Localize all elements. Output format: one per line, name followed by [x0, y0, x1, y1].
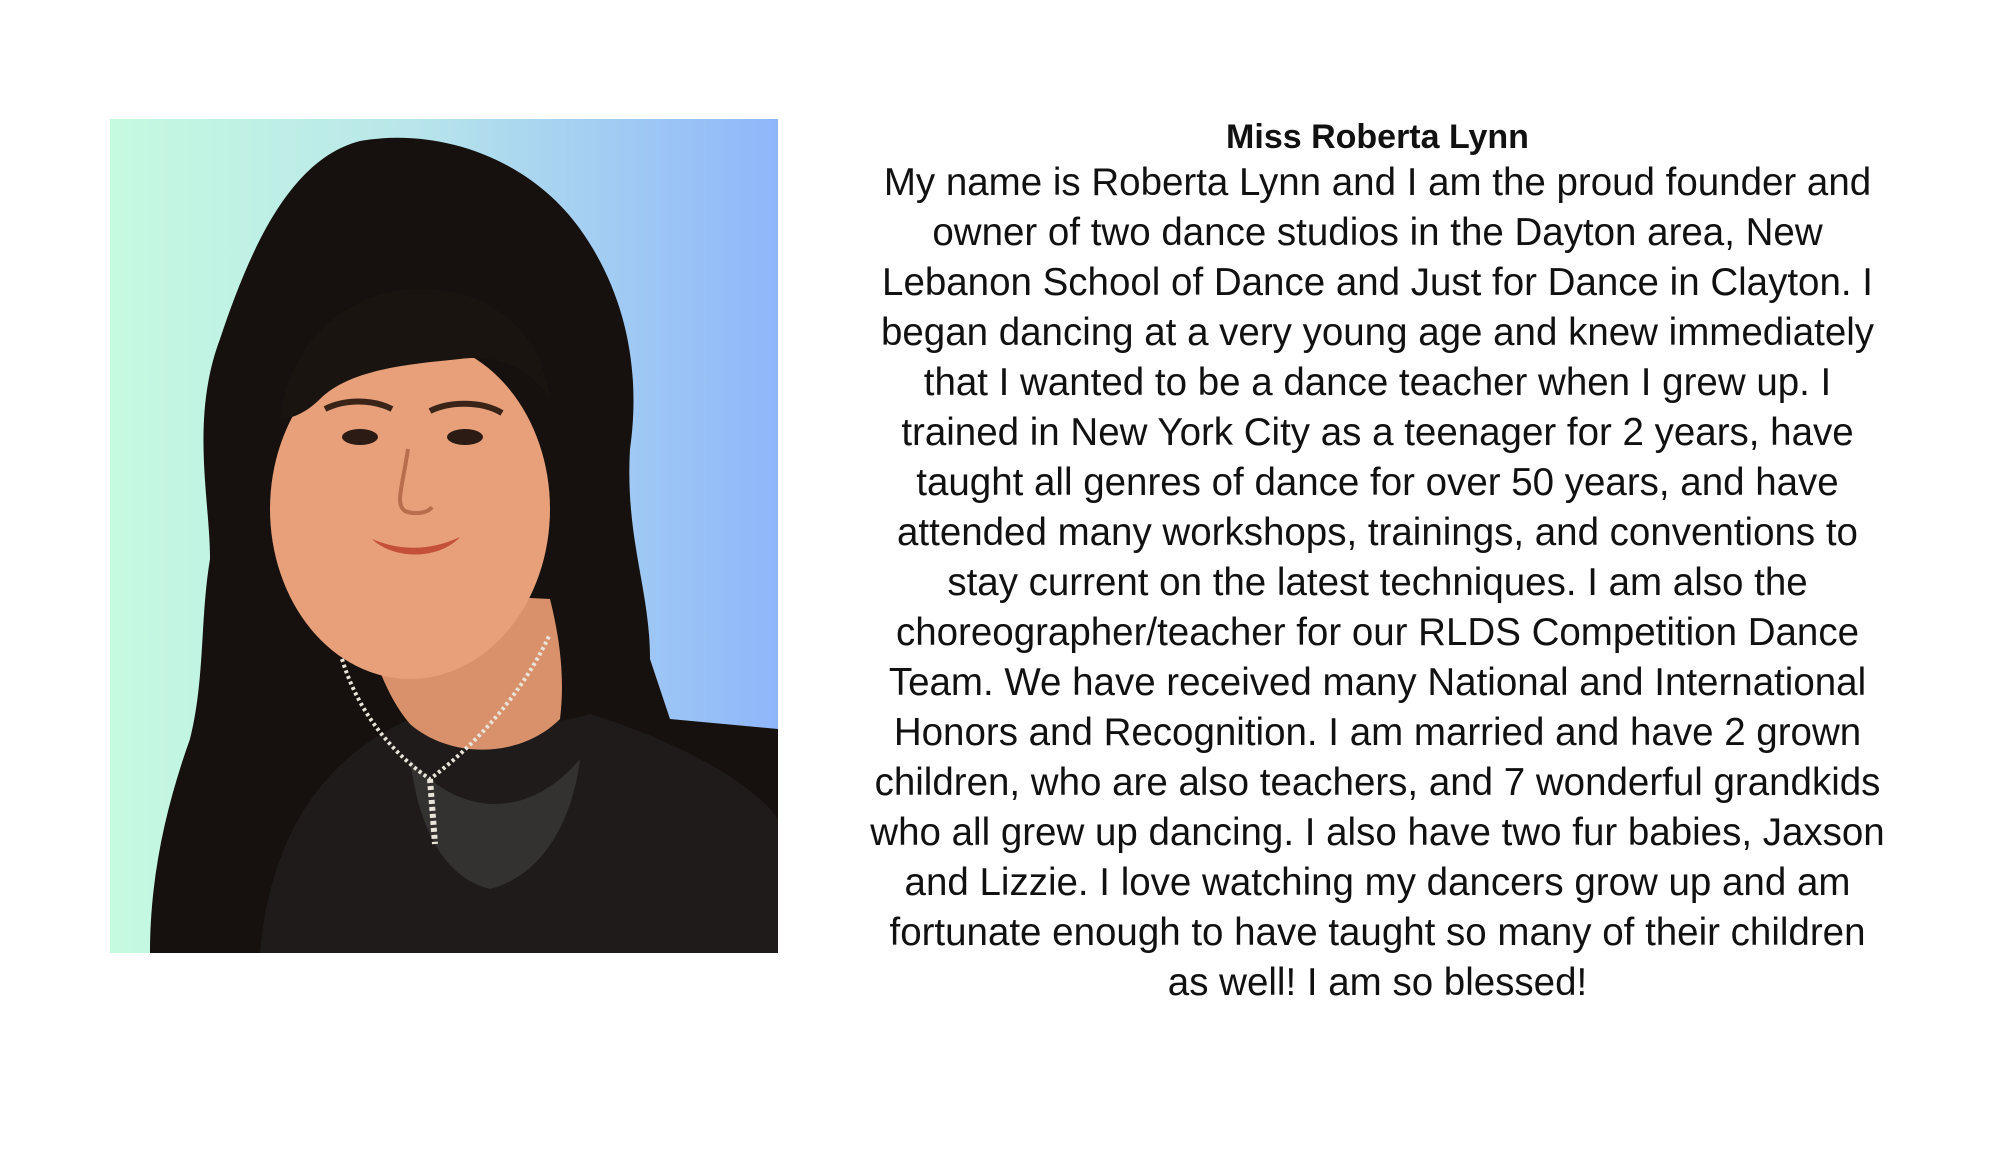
bio-line: as well! I am so blessed! — [1167, 961, 1588, 1004]
bio-line: began dancing at a very young age and knew immediately — [880, 311, 1875, 354]
bio-line: Honors and Recognition. I am married and have 2 grown — [893, 711, 1862, 754]
bio-line: My name is Roberta Lynn and I am the proud founder and — [883, 161, 1872, 204]
bio-line: Team. We have received many National and International — [888, 661, 1867, 704]
bio-line: who all grew up dancing. I also have two fur babies, Jaxson — [870, 811, 1885, 854]
bio-line: that I wanted to be a dance teacher when I grew up. I — [923, 361, 1832, 404]
bio-line: choreographer/teacher for our RLDS Competition Dance — [895, 611, 1859, 654]
bio-line: children, who are also teachers, and 7 wonderful grandkids — [874, 761, 1881, 804]
bio-line: stay current on the latest techniques. I am also the — [947, 561, 1808, 604]
profile-photo — [110, 119, 778, 953]
bio-line: trained in New York City as a teenager for 2 years, have — [901, 411, 1854, 454]
bio-line: taught all genres of dance for over 50 years, and have — [916, 461, 1839, 504]
bio-line: Lebanon School of Dance and Just for Dance in Clayton. I — [882, 261, 1873, 304]
bio-line: attended many workshops, trainings, and conventions to — [897, 511, 1858, 554]
portrait-illustration — [110, 119, 778, 953]
bio-line: and Lizzie. I love watching my dancers grow up and am — [904, 861, 1851, 904]
bio-name-heading: Miss Roberta Lynn — [1226, 118, 1529, 156]
bio-line: fortunate enough to have taught so many of their children — [889, 911, 1866, 954]
bio-section — [855, 116, 1900, 1008]
bio-paragraph — [855, 158, 1900, 1008]
bio-line: owner of two dance studios in the Dayton area, New — [932, 211, 1823, 254]
